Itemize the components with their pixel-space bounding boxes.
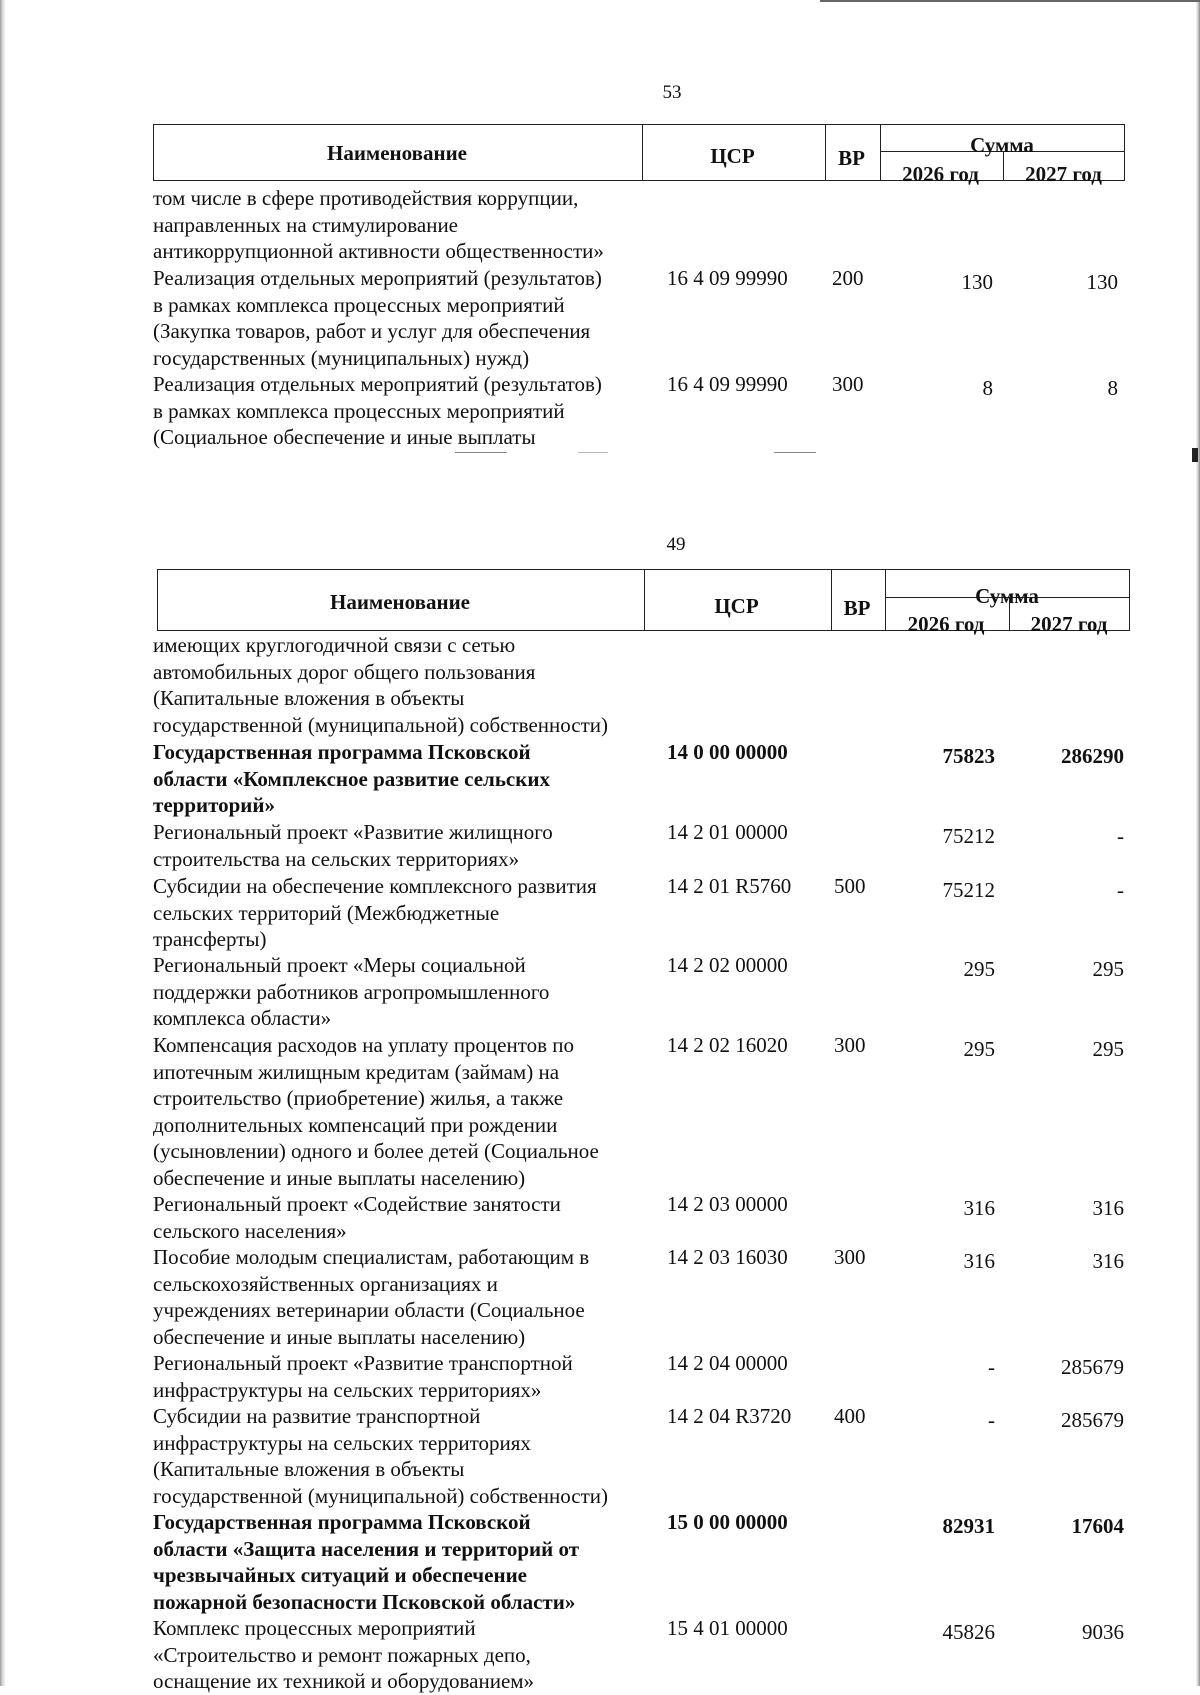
scan-top-line <box>820 0 1200 2</box>
cut-trace <box>774 452 816 453</box>
header-sum: Сумма <box>975 584 1039 608</box>
scan-left-edge <box>0 0 6 1686</box>
header-sum: Сумма <box>970 133 1034 157</box>
header-name: Наименование <box>330 590 470 614</box>
header-2026: 2026 год <box>902 162 979 186</box>
cut-trace <box>578 452 608 453</box>
cut-trace <box>455 452 507 453</box>
scan-right-edge <box>1195 0 1200 1686</box>
header-2026: 2026 год <box>907 612 985 636</box>
header-vr: ВР <box>838 146 865 170</box>
page-number-top: 53 <box>662 82 682 103</box>
header-csr: ЦСР <box>714 594 759 618</box>
page-number-bottom: 49 <box>666 534 686 555</box>
header-vr: ВР <box>843 596 871 620</box>
scan-mark <box>1192 448 1198 462</box>
header-2027: 2027 год <box>1030 612 1108 636</box>
header-2027: 2027 год <box>1025 162 1102 186</box>
header-csr: ЦСР <box>710 144 755 168</box>
header-name: Наименование <box>327 141 467 165</box>
